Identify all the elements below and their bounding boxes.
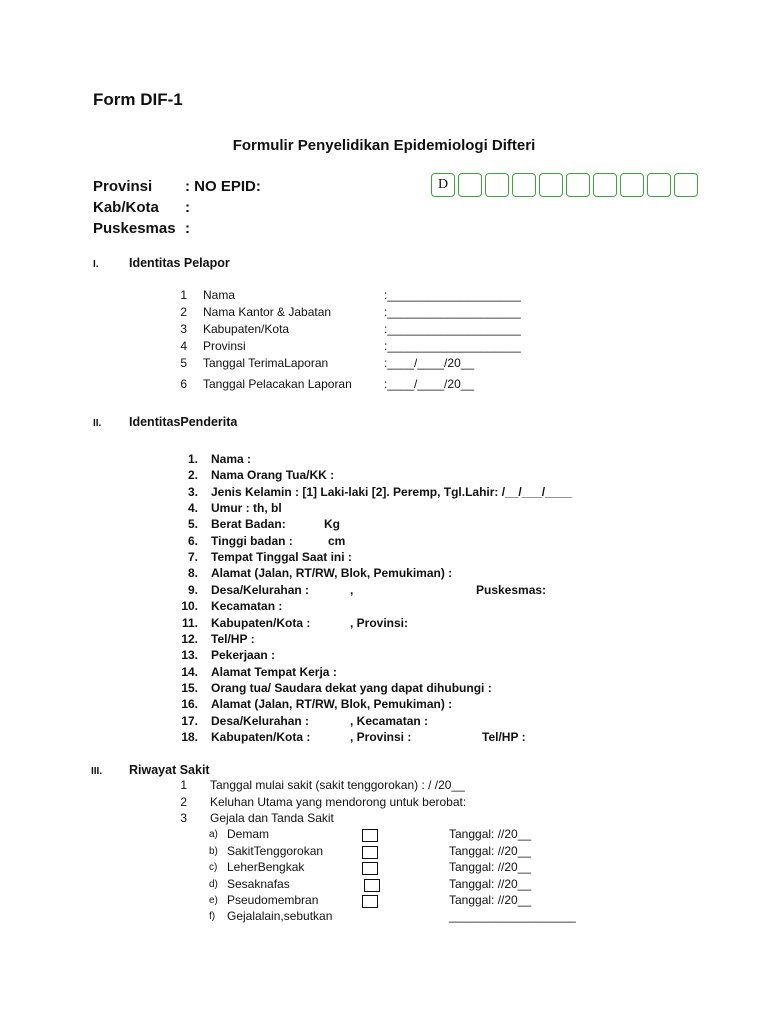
symptom-label: Gejalalain,sebutkan	[227, 909, 333, 923]
penderita-field[interactable]: Berat Badan:	[211, 517, 286, 531]
symptom-letter: e)	[209, 895, 218, 906]
row-number: 3	[180, 811, 187, 825]
penderita-field[interactable]: Nama Orang Tua/KK :	[211, 468, 335, 482]
pelapor-label: Nama Kantor & Jabatan	[203, 305, 332, 319]
row-number: 5.	[187, 517, 198, 531]
pelapor-value[interactable]: :____/____/20__	[384, 377, 475, 391]
symptom-label: SakitTenggorokan	[227, 844, 324, 858]
penderita-row-number	[172, 517, 198, 531]
symptom-label: Demam	[227, 827, 270, 841]
symptom-checkbox[interactable]	[362, 895, 378, 908]
pelapor-label: Provinsi	[203, 339, 246, 353]
pelapor-row	[172, 377, 187, 391]
pelapor-row	[172, 305, 187, 319]
penderita-row-number	[172, 714, 198, 728]
penderita-row-number	[172, 550, 198, 564]
section2-title: IdentitasPenderita	[129, 415, 238, 429]
symptom-date-field[interactable]: Tanggal: //20__	[449, 893, 532, 907]
epid-boxes	[431, 173, 698, 197]
pelapor-row	[172, 288, 187, 302]
epid-box[interactable]	[647, 173, 671, 197]
row-number: 5	[180, 356, 187, 370]
penderita-field[interactable]: Desa/Kelurahan :	[211, 714, 310, 728]
row-number: 3.	[187, 485, 198, 499]
row-number: 6.	[187, 534, 198, 548]
symptom-date-field[interactable]: Tanggal: //20__	[449, 827, 532, 841]
penderita-field-mid[interactable]: ,	[350, 583, 354, 597]
penderita-row-number	[172, 501, 198, 515]
symptom-label: LeherBengkak	[227, 860, 305, 874]
penderita-row-number	[172, 452, 198, 466]
pelapor-row	[172, 356, 187, 370]
penderita-row-number	[172, 485, 198, 499]
pelapor-label: Kabupaten/Kota	[203, 322, 290, 336]
penderita-field-right[interactable]: Tel/HP :	[482, 730, 526, 744]
pelapor-row	[172, 339, 187, 353]
form-id: Form DIF-1	[93, 90, 183, 109]
pelapor-label: Tanggal Pelacakan Laporan	[203, 377, 352, 391]
form-title: Formulir Penyelidikan Epidemiologi Difteri	[232, 137, 536, 154]
symptom-checkbox[interactable]	[362, 829, 378, 842]
pelapor-value[interactable]: :____________________	[384, 339, 521, 353]
row-number: 2	[180, 305, 187, 319]
row-number: 12.	[181, 632, 198, 646]
riwayat-text[interactable]: Keluhan Utama yang mendorong untuk berobat:	[210, 795, 467, 809]
penderita-field[interactable]: Nama :	[211, 452, 252, 466]
penderita-field-mid[interactable]: , Kecamatan :	[350, 714, 429, 728]
epid-box[interactable]	[620, 173, 644, 197]
penderita-field[interactable]: Kabupaten/Kota :	[211, 730, 311, 744]
penderita-row-number	[172, 665, 198, 679]
symptom-checkbox[interactable]	[362, 862, 378, 875]
riwayat-row	[172, 795, 187, 809]
row-number: 14.	[181, 665, 198, 679]
penderita-row-number	[172, 616, 198, 630]
row-number: 4.	[187, 501, 198, 515]
symptom-date-field[interactable]: Tanggal: //20__	[449, 844, 532, 858]
symptom-checkbox[interactable]	[362, 846, 378, 859]
penderita-field-mid[interactable]: , Provinsi:	[350, 616, 409, 630]
penderita-field[interactable]: Alamat (Jalan, RT/RW, Blok, Pemukiman) :	[211, 566, 453, 580]
penderita-row-number	[172, 599, 198, 613]
penderita-field[interactable]: Alamat Tempat Kerja :	[211, 665, 337, 679]
row-number: 1.	[187, 452, 198, 466]
riwayat-text[interactable]: Tanggal mulai sakit (sakit tenggorokan) : / /20__	[210, 778, 465, 792]
other-symptom-field[interactable]: ___________________	[449, 909, 576, 923]
symptom-label: Pseudomembran	[227, 893, 319, 907]
puskesmas-sep: :	[185, 220, 190, 237]
pelapor-value[interactable]: :____________________	[384, 288, 521, 302]
epid-box[interactable]	[539, 173, 563, 197]
penderita-field[interactable]: Tinggi badan :	[211, 534, 293, 548]
penderita-row-number	[172, 632, 198, 646]
penderita-field[interactable]: Umur : th, bl	[211, 501, 282, 515]
puskesmas-row	[93, 220, 190, 237]
penderita-row-number	[172, 697, 198, 711]
epid-box[interactable]	[593, 173, 617, 197]
row-number: 8.	[187, 566, 198, 580]
epid-box[interactable]	[458, 173, 482, 197]
row-number: 3	[180, 322, 187, 336]
symptom-date-field[interactable]: Tanggal: //20__	[449, 860, 532, 874]
epid-box[interactable]	[674, 173, 698, 197]
row-number: 16.	[181, 697, 198, 711]
epid-box[interactable]	[485, 173, 509, 197]
pelapor-value[interactable]: :____________________	[384, 322, 521, 336]
penderita-row-number	[172, 681, 198, 695]
kab-sep: :	[185, 199, 190, 216]
penderita-row-number	[172, 648, 198, 662]
epid-box[interactable]	[566, 173, 590, 197]
penderita-row-number	[172, 468, 198, 482]
penderita-field[interactable]: Desa/Kelurahan :	[211, 583, 310, 597]
row-number: 13.	[181, 648, 198, 662]
kab-label: Kab/Kota	[93, 199, 159, 216]
epid-box[interactable]: D	[431, 173, 455, 197]
symptom-date-field[interactable]: Tanggal: //20__	[449, 877, 532, 891]
penderita-row-number	[172, 534, 198, 548]
riwayat-text: Gejala dan Tanda Sakit	[210, 811, 334, 825]
pelapor-row	[172, 322, 187, 336]
symptom-letter: d)	[209, 879, 218, 890]
penderita-field[interactable]: Pekerjaan :	[211, 648, 276, 662]
symptom-letter: f)	[209, 911, 216, 922]
epid-box[interactable]	[512, 173, 536, 197]
penderita-row-number	[172, 566, 198, 580]
section3-title: Riwayat Sakit	[129, 763, 210, 777]
section2-number: II.	[93, 418, 102, 429]
penderita-field[interactable]: Tel/HP :	[211, 632, 255, 646]
penderita-field[interactable]: Orang tua/ Saudara dekat yang dapat dihubungi :	[211, 681, 492, 695]
penderita-field[interactable]: Kabupaten/Kota :	[211, 616, 311, 630]
penderita-row-number	[172, 730, 198, 744]
row-number: 7.	[187, 550, 198, 564]
symptom-checkbox[interactable]	[364, 879, 380, 892]
penderita-field[interactable]: Tempat Tinggal Saat ini :	[211, 550, 352, 564]
row-number: 17.	[181, 714, 198, 728]
row-number: 18.	[181, 730, 198, 744]
riwayat-row	[172, 811, 187, 825]
penderita-field-mid[interactable]: , Provinsi :	[350, 730, 412, 744]
kab-row	[93, 199, 190, 216]
penderita-row-number	[172, 583, 198, 597]
row-number: 1	[180, 288, 187, 302]
provinsi-row	[93, 178, 261, 195]
penderita-field-right[interactable]: Puskesmas:	[476, 583, 547, 597]
row-number: 6	[180, 377, 187, 391]
section1-number: I.	[93, 259, 99, 270]
row-number: 11.	[181, 616, 198, 630]
row-number: 10.	[181, 599, 198, 613]
row-number: 2	[180, 795, 187, 809]
symptom-letter: c)	[209, 862, 218, 873]
pelapor-label: Tanggal TerimaLaporan	[203, 356, 329, 370]
section3-number: III.	[91, 766, 103, 777]
penderita-field[interactable]: Kecamatan :	[211, 599, 283, 613]
pelapor-value[interactable]: :____/____/20__	[384, 356, 475, 370]
row-number: 4	[180, 339, 187, 353]
puskesmas-label: Puskesmas	[93, 220, 176, 237]
unit-label: cm	[328, 534, 346, 548]
section1-title: Identitas Pelapor	[129, 256, 230, 270]
row-number: 1	[180, 778, 187, 792]
row-number: 9.	[187, 583, 198, 597]
riwayat-row	[172, 778, 187, 792]
no-epid-label: : NO EPID:	[185, 178, 261, 195]
penderita-field[interactable]: Jenis Kelamin : [1] Laki-laki [2]. Peremp, Tgl.Lahir: /__/___/____	[211, 485, 572, 499]
row-number: 15.	[181, 681, 198, 695]
pelapor-label: Nama	[203, 288, 236, 302]
symptom-letter: a)	[209, 829, 218, 840]
symptom-label: Sesaknafas	[227, 877, 290, 891]
pelapor-value[interactable]: :____________________	[384, 305, 521, 319]
symptom-letter: b)	[209, 846, 218, 857]
unit-label: Kg	[324, 517, 340, 531]
row-number: 2.	[187, 468, 198, 482]
penderita-field[interactable]: Alamat (Jalan, RT/RW, Blok, Pemukiman) :	[211, 697, 453, 711]
provinsi-label: Provinsi	[93, 178, 153, 195]
